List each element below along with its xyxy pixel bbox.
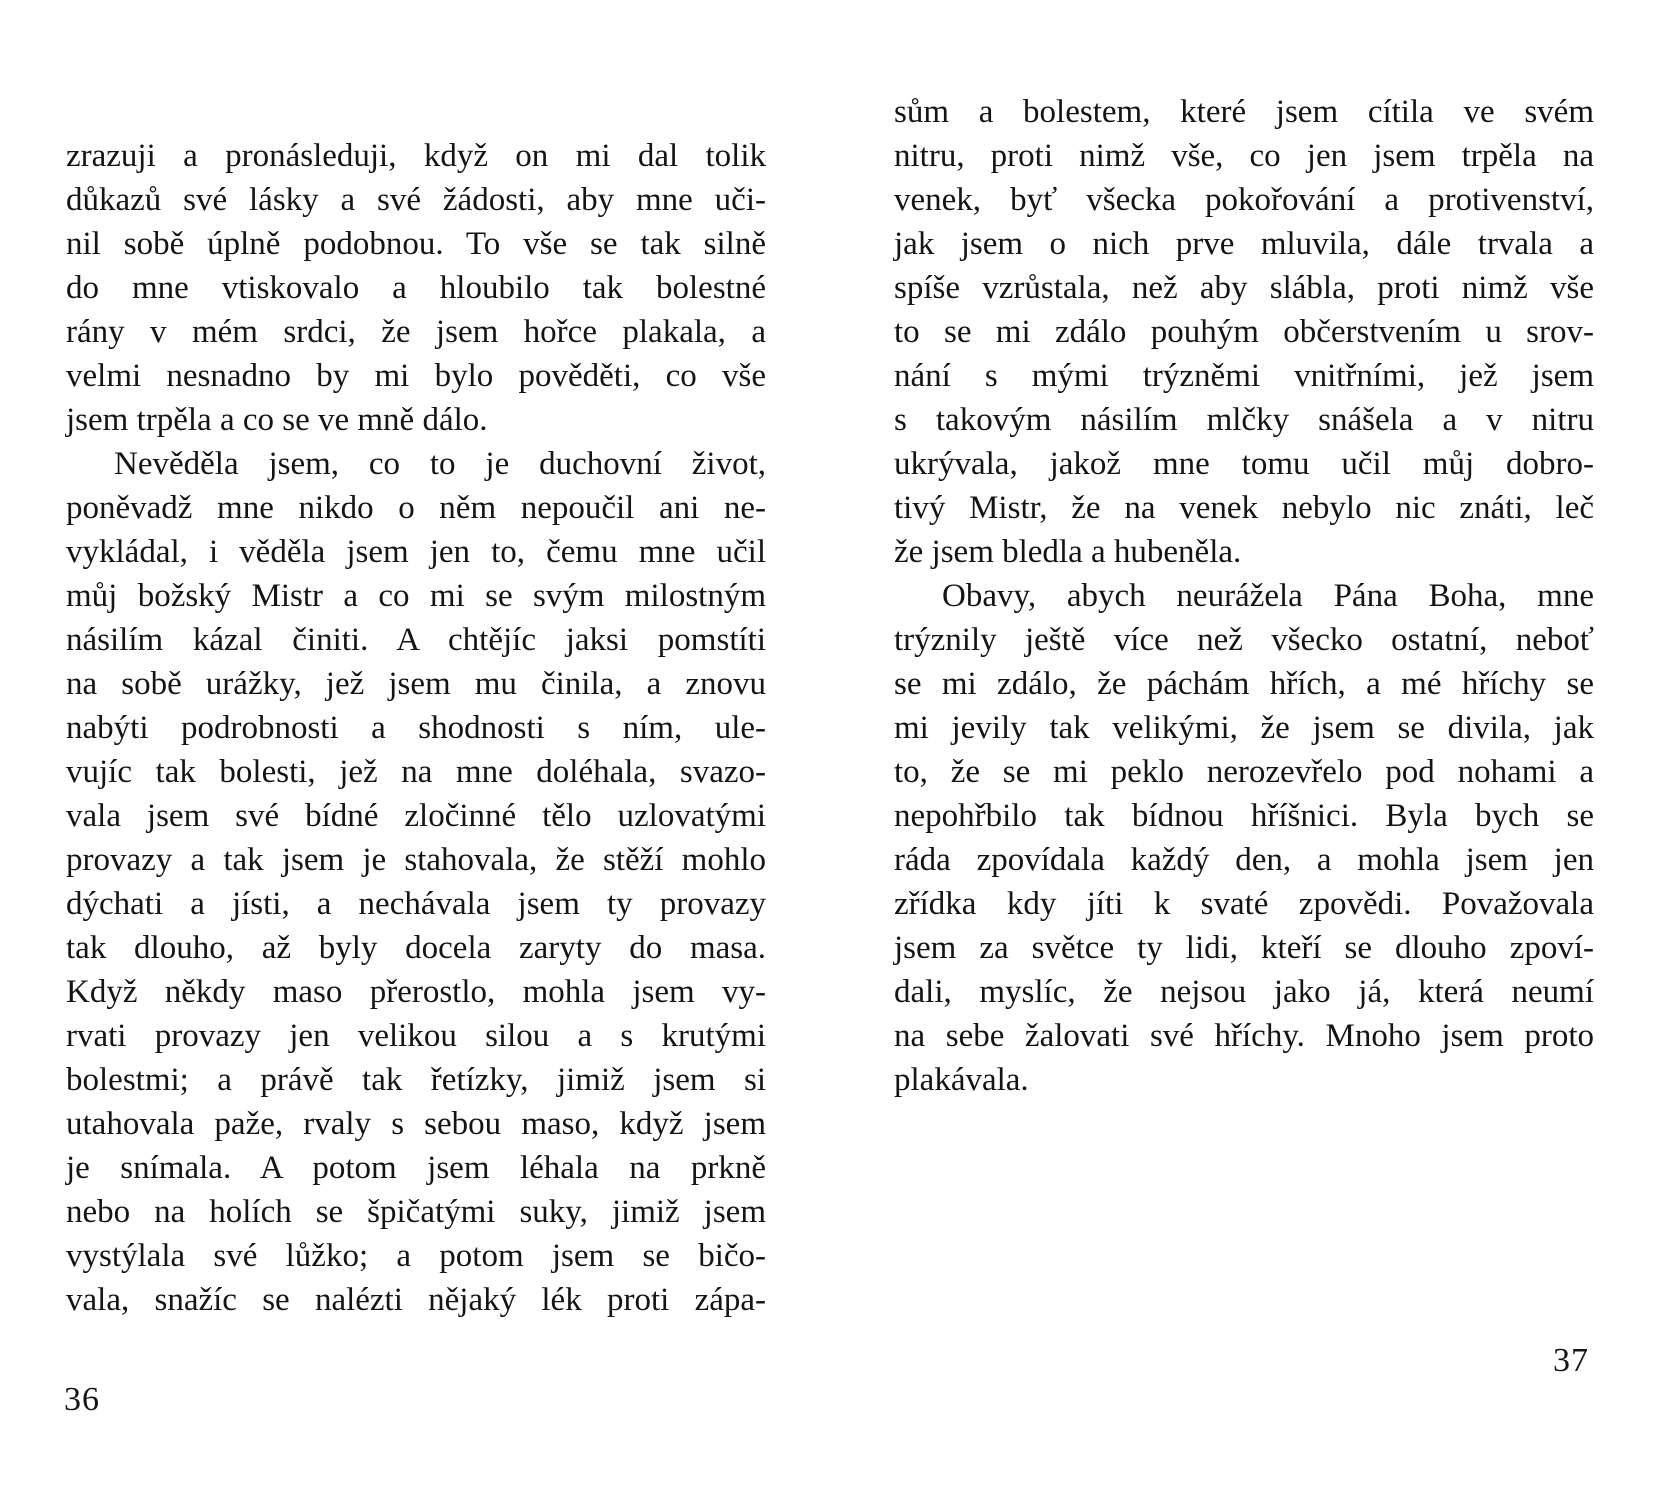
text-line: venek, byť všecka pokořování a protivenství,: [894, 182, 1594, 218]
text-line: nepohřbilo tak bídnou hříšnici. Byla bych se: [894, 798, 1594, 834]
paragraph-end-line: jsem trpěla a co se ve mně dálo.: [66, 402, 488, 438]
text-line: rvati provazy jen velikou silou a s krutými: [66, 1018, 766, 1054]
text-line: nabýti podrobnosti a shodnosti s ním, ule-: [66, 710, 766, 746]
text-line: nebo na holích se špičatými suky, jimiž jsem: [66, 1194, 766, 1230]
text-line: dali, myslíc, že nejsou jako já, která neumí: [894, 974, 1594, 1010]
text-line: dýchati a jísti, a nechávala jsem ty provazy: [66, 886, 766, 922]
text-line: jsem za světce ty lidi, kteří se dlouho zpoví-: [894, 930, 1594, 966]
text-line: můj božský Mistr a co mi se svým milostným: [66, 578, 766, 614]
left-page-text: [66, 134, 766, 1322]
text-line: tivý Mistr, že na venek nebylo nic znáti, leč: [894, 490, 1594, 526]
text-line: na sebe žalovati své hříchy. Mnoho jsem proto: [894, 1018, 1594, 1054]
text-line: násilím kázal činiti. A chtějíc jaksi pomstíti: [66, 622, 766, 658]
text-line: vala, snažíc se nalézti nějaký lék proti zápa-: [66, 1282, 766, 1318]
text-line: velmi nesnadno by mi bylo pověděti, co vše: [66, 358, 766, 394]
text-line: se mi zdálo, že páchám hřích, a mé hříchy se: [894, 666, 1594, 702]
text-line: na sobě urážky, jež jsem mu činila, a znovu: [66, 666, 766, 702]
text-line: s takovým násilím mlčky snášela a v nitru: [894, 402, 1594, 438]
text-line: provazy a tak jsem je stahovala, že stěží mohlo: [66, 842, 766, 878]
text-line: utahovala paže, rvaly s sebou maso, když jsem: [66, 1106, 766, 1142]
text-line: tak dlouho, až byly docela zaryty do masa.: [66, 930, 766, 966]
paragraph-start-line: Nevěděla jsem, co to je duchovní život,: [114, 446, 766, 482]
text-line: ukrývala, jakož mne tomu učil můj dobro-: [894, 446, 1594, 482]
text-line: rány v mém srdci, že jsem hořce plakala, a: [66, 314, 766, 350]
text-line: nitru, proti nimž vše, co jen jsem trpěla na: [894, 138, 1594, 174]
text-line: to, že se mi peklo nerozevřelo pod nohami a: [894, 754, 1594, 790]
text-line: nání s mými trýzněmi vnitřními, jež jsem: [894, 358, 1594, 394]
text-line: bolestmi; a právě tak řetízky, jimiž jsem si: [66, 1062, 766, 1098]
text-line: důkazů své lásky a své žádosti, aby mne uči-: [66, 182, 766, 218]
text-line: zřídka kdy jíti k svaté zpovědi. Považovala: [894, 886, 1594, 922]
text-line: Když někdy maso přerostlo, mohla jsem vy-: [66, 974, 766, 1010]
text-line: jak jsem o nich prve mluvila, dále trvala a: [894, 226, 1594, 262]
text-line: vystýlala své lůžko; a potom jsem se bičo-: [66, 1238, 766, 1274]
page-number: 37: [1553, 1342, 1589, 1379]
page-number: 36: [64, 1381, 100, 1418]
paragraph-end-line: plakávala.: [894, 1062, 1029, 1098]
text-line: vykládal, i věděla jsem jen to, čemu mne učil: [66, 534, 766, 570]
text-line: trýznily ještě více než všecko ostatní, neboť: [894, 622, 1594, 658]
text-line: nil sobě úplně podobnou. To vše se tak silně: [66, 226, 766, 262]
text-line: je snímala. A potom jsem léhala na prkně: [66, 1150, 766, 1186]
right-page: [827, 0, 1654, 1500]
text-line: vujíc tak bolesti, jež na mne doléhala, svazo-: [66, 754, 766, 790]
text-line: do mne vtiskovalo a hloubilo tak bolestné: [66, 270, 766, 306]
text-line: poněvadž mne nikdo o něm nepoučil ani ne-: [66, 490, 766, 526]
text-line: ráda zpovídala každý den, a mohla jsem jen: [894, 842, 1594, 878]
paragraph-end-line: že jsem bledla a hubeněla.: [894, 534, 1242, 570]
text-line: mi jevily tak velikými, že jsem se divila, jak: [894, 710, 1594, 746]
text-line: zrazuji a pronásleduji, když on mi dal tolik: [66, 138, 766, 174]
right-page-text: [894, 90, 1594, 1102]
text-line: sům a bolestem, které jsem cítila ve svém: [894, 94, 1594, 130]
text-line: to se mi zdálo pouhým občerstvením u srov-: [894, 314, 1594, 350]
text-line: vala jsem své bídné zločinné tělo uzlovatými: [66, 798, 766, 834]
paragraph-start-line: Obavy, abych neurážela Pána Boha, mne: [942, 578, 1594, 614]
text-line: spíše vzrůstala, než aby slábla, proti nimž vše: [894, 270, 1594, 306]
